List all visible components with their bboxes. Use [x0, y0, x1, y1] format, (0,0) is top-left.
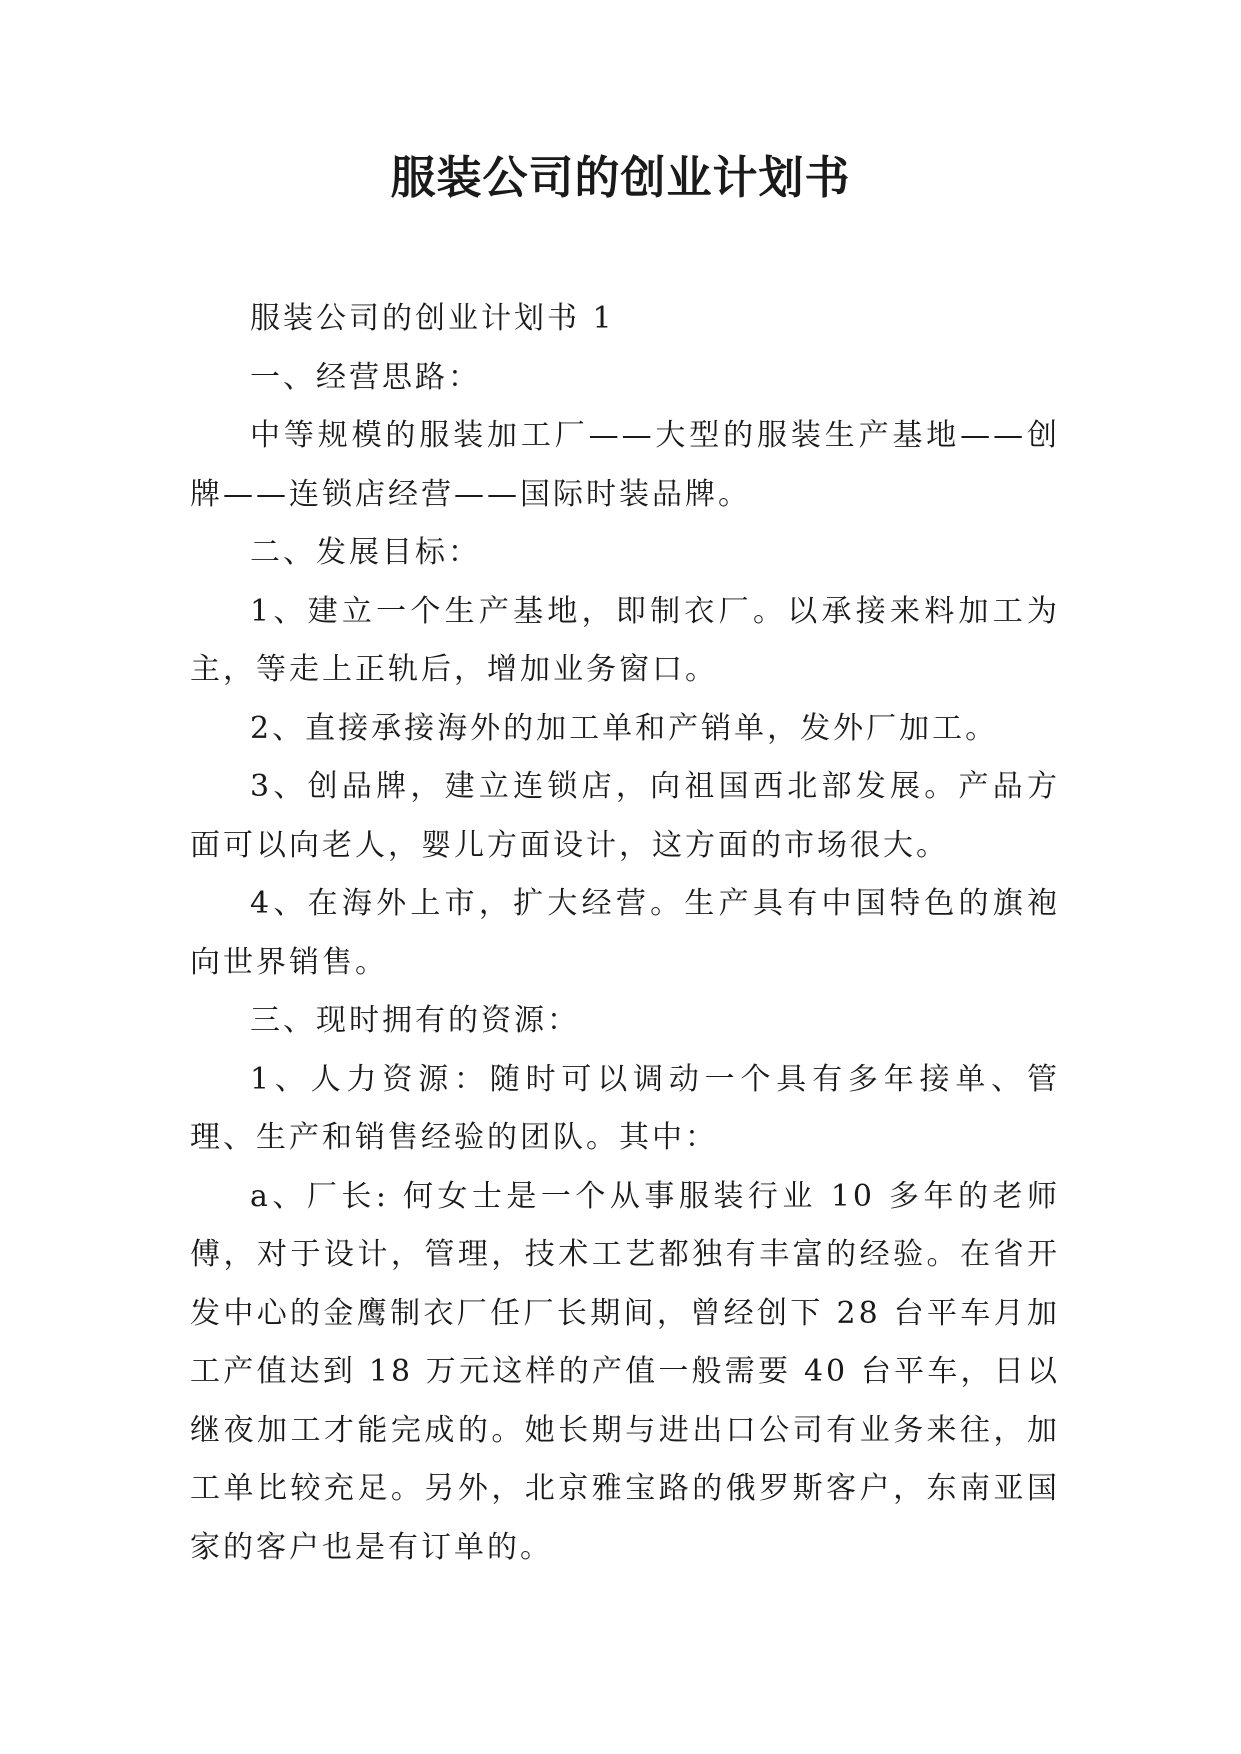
document-title: 服装公司的创业计划书 — [390, 151, 851, 204]
paragraph-business-path: 中等规模的服装加工厂——大型的服装生产基地——创牌——连锁店经营——国际时装品牌。 — [190, 418, 1060, 512]
paragraph-section-3-heading: 三、现时拥有的资源： — [250, 1003, 580, 1038]
paragraph-goal-4: 4、在海外上市，扩大经营。生产具有中国特色的旗袍向世界销售。 — [190, 886, 1060, 980]
paragraph-goal-2: 2、直接承接海外的加工单和产销单，发外厂加工。 — [250, 710, 999, 746]
paragraph-goal-1: 1、建立一个生产基地，即制衣厂。以承接来料加工为主，等走上正轨后，增加业务窗口。 — [190, 593, 1060, 687]
paragraph-factory-manager: a、厂长: 何女士是一个从事服装行业 10 多年的老师傅，对于设计，管理，技术工艺都独有丰富的经验。在省开发中心的金鹰制衣厂任厂长期间，曾经创下 28 台平车月加工产值达到 18 万元这样的产值一般需要 40 台平车，日以继夜加工才能完成的。她长期与进出口公司有业务来往，加工单比较充足。另外，北京雅宝路的俄罗斯客户，东南亚国家的客户也是有订单的。 — [190, 1178, 1060, 1565]
paragraph-resource-1: 1、人力资源：随时可以调动一个具有多年接单、管理、生产和销售经验的团队。其中： — [190, 1061, 1060, 1155]
document-body — [190, 290, 1060, 1577]
paragraph-section-2-heading: 二、发展目标： — [250, 535, 481, 570]
paragraph-section-1-heading: 一、经营思路： — [250, 359, 481, 395]
paragraph-goal-3: 3、创品牌，建立连锁店，向祖国西北部发展。产品方面可以向老人，婴儿方面设计，这方面的市场很大。 — [190, 769, 1060, 863]
paragraph-heading-plan-1: 服装公司的创业计划书 1 — [250, 301, 615, 336]
